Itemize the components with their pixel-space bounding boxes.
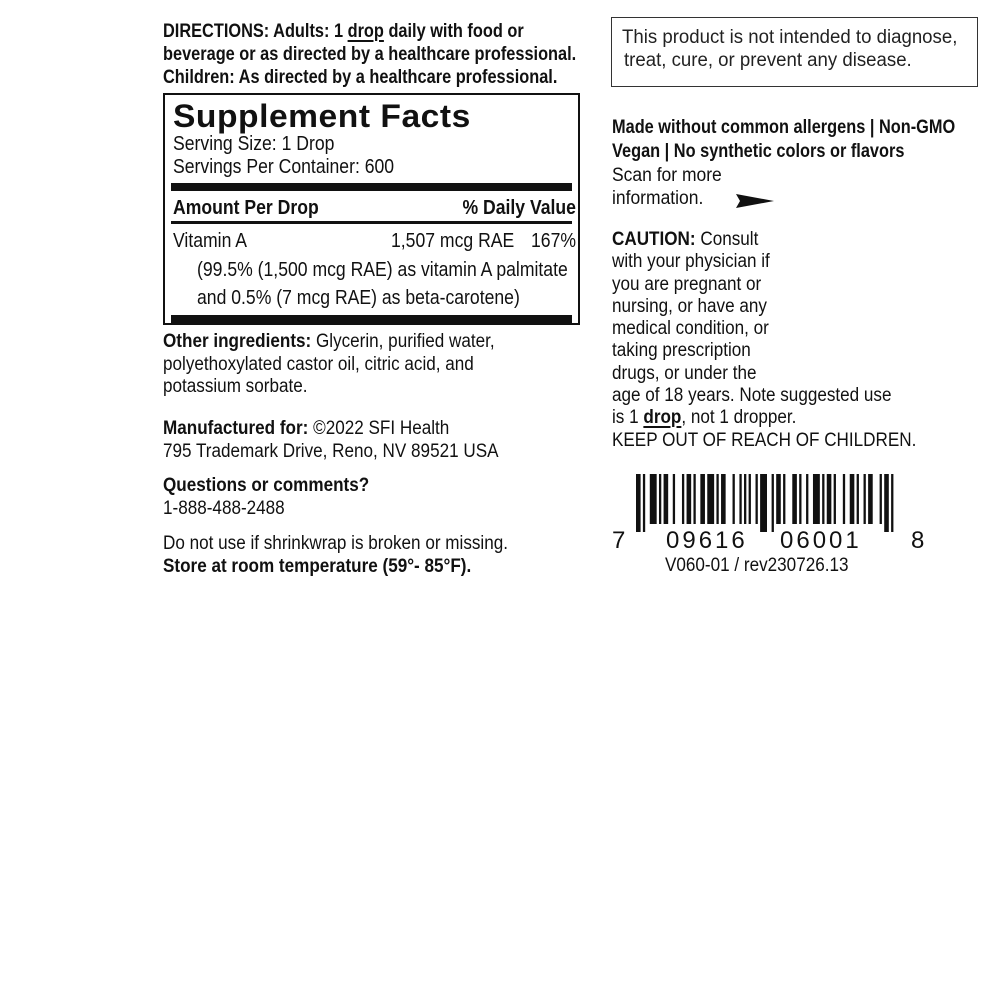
drop-emphasis: drop <box>643 407 682 429</box>
questions-section <box>163 475 392 520</box>
barcode-group-2: 06001 <box>780 527 862 554</box>
other-ingredients-line-3: potassium sorbate. <box>163 376 308 397</box>
barcode-image <box>636 474 898 532</box>
other-ingredients-line-2: polyethoxylated castor oil, citric acid, and <box>163 353 474 375</box>
directions-text <box>163 20 643 89</box>
arrow-right-icon <box>736 194 774 208</box>
manufacturer-line-1: Manufactured for: ©2022 SFI Health <box>163 418 450 439</box>
supplement-facts-title: Supplement Facts <box>173 98 471 134</box>
directions-line-1: DIRECTIONS: Adults: 1 drop daily with food or <box>163 21 524 42</box>
header-divider <box>171 221 572 224</box>
fda-disclaimer-box <box>611 17 978 87</box>
nutrient-amount: 1,507 mcg RAE <box>391 230 515 252</box>
nutrient-detail-line-2: and 0.5% (7 mcg RAE) as beta-carotene) <box>197 287 520 309</box>
scan-info <box>612 164 731 210</box>
servings-per-container: Servings Per Container: 600 <box>173 156 395 178</box>
caution-line-7: drugs, or under the <box>612 362 757 384</box>
other-ingredients <box>163 331 532 399</box>
shrinkwrap-warning: Do not use if shrinkwrap is broken or missing. <box>163 533 508 554</box>
other-ingredients-line-1: Other ingredients: Glycerin, purified water, <box>163 331 495 352</box>
nutrient-daily-value: 167% <box>531 230 577 252</box>
disclaimer-line-2: treat, cure, or prevent any disease. <box>624 50 912 71</box>
caution-line-8: age of 18 years. Note suggested use <box>612 385 892 407</box>
barcode-last-digit: 8 <box>911 527 928 554</box>
caution-line-6: taking prescription <box>612 340 751 362</box>
questions-label: Questions or comments? <box>163 475 370 496</box>
storage-temperature: Store at room temperature (59°- 85°F). <box>163 555 472 577</box>
directions-line-3: Children: As directed by a healthcare professional. <box>163 67 558 88</box>
drop-underlined: drop <box>347 21 384 42</box>
thick-divider <box>171 183 572 191</box>
barcode-group-1: 09616 <box>666 527 748 554</box>
manufacturer-info <box>163 418 536 463</box>
directions-line-2: beverage or as directed by a healthcare professional. <box>163 44 577 65</box>
phone-number: 1-888-488-2488 <box>163 497 285 519</box>
bottom-thick-divider <box>171 315 572 323</box>
daily-value-header: % Daily Value <box>462 197 576 219</box>
caution-line-5: medical condition, or <box>612 318 769 340</box>
caution-line-1: CAUTION: Consult <box>612 229 759 250</box>
scan-line-1: Scan for more <box>612 165 722 186</box>
scan-line-2: information. <box>612 188 704 209</box>
storage-section <box>163 533 546 578</box>
caution-section <box>612 229 950 452</box>
supplement-facts-panel <box>163 93 580 325</box>
amount-per-drop-header: Amount Per Drop <box>173 197 319 219</box>
claims-line-1: Made without common allergens | Non-GMO <box>612 117 956 138</box>
disclaimer-line-1: This product is not intended to diagnose, <box>622 27 958 48</box>
nutrient-name: Vitamin A <box>173 230 248 252</box>
product-code: V060-01 / rev230726.13 <box>665 555 849 576</box>
nutrient-detail-line-1: (99.5% (1,500 mcg RAE) as vitamin A palmitate <box>197 259 568 281</box>
caution-line-4: nursing, or have any <box>612 295 767 317</box>
serving-size: Serving Size: 1 Drop <box>173 133 335 155</box>
caution-line-2: with your physician if <box>612 251 770 273</box>
caution-line-9: is 1 drop, not 1 dropper. <box>612 407 797 429</box>
product-claims <box>612 116 1000 164</box>
manufacturer-address: 795 Trademark Drive, Reno, NV 89521 USA <box>163 440 499 462</box>
barcode-first-digit: 7 <box>612 527 629 554</box>
claims-line-2: Vegan | No synthetic colors or flavors <box>612 141 905 162</box>
keep-out-of-reach: KEEP OUT OF REACH OF CHILDREN. <box>612 429 917 451</box>
caution-line-3: you are pregnant or <box>612 273 762 295</box>
